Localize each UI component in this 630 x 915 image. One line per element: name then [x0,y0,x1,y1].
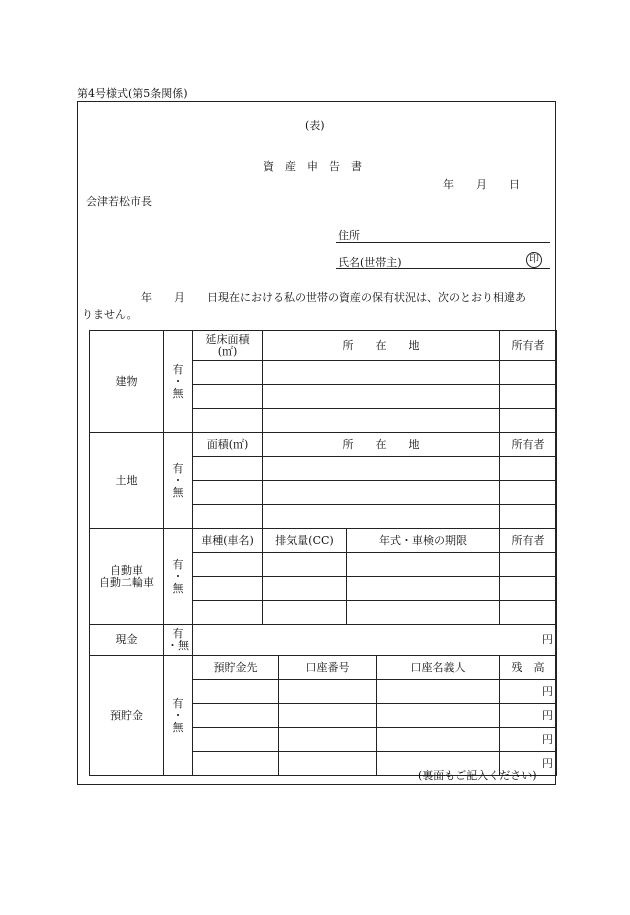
land-owner-cell[interactable] [500,457,557,481]
savings-col-bank: 預貯金先 [193,656,279,680]
form-number: 第4号様式(第5条関係) [77,87,188,100]
savings-bank-cell[interactable] [193,728,279,752]
document-title: 資 産 申 告 書 [263,160,362,173]
savings-presence[interactable]: 有 ・ 無 [164,656,193,776]
addressee: 会津若松市長 [86,195,152,208]
land-location-cell[interactable] [263,481,500,505]
address-underline [336,242,550,243]
vehicles-owner-cell[interactable] [500,601,557,625]
address-label: 住所 [338,229,360,242]
side-label: (表) [305,119,325,132]
buildings-label: 建物 [90,331,164,433]
land-location-cell[interactable] [263,457,500,481]
date-line: 年 月 日 [443,178,520,191]
savings-balance-cell[interactable]: 円 [500,752,557,776]
savings-holder-cell[interactable] [377,680,500,704]
savings-account-number-cell[interactable] [279,728,377,752]
vehicles-displacement-cell[interactable] [263,577,347,601]
savings-col-balance: 残 高 [500,656,557,680]
buildings-area-cell[interactable] [193,409,263,433]
yen-unit: 円 [542,633,553,646]
buildings-col-location: 所 在 地 [263,331,500,361]
land-label: 土地 [90,433,164,529]
buildings-area-cell[interactable] [193,361,263,385]
land-owner-cell[interactable] [500,481,557,505]
asset-table [89,330,557,776]
cash-label: 現金 [90,625,164,656]
buildings-location-cell[interactable] [263,409,500,433]
savings-balance-cell[interactable]: 円 [500,680,557,704]
vehicles-displacement-cell[interactable] [263,601,347,625]
cash-amount-cell[interactable] [193,625,557,656]
savings-bank-cell[interactable] [193,680,279,704]
table-row [90,529,557,553]
savings-label: 預貯金 [90,656,164,776]
vehicles-label: 自動車 自動二輪車 [90,529,164,625]
name-label: 氏名(世帯主) [338,256,402,269]
name-underline [336,268,550,269]
buildings-area-cell[interactable] [193,385,263,409]
buildings-col-owner: 所有者 [500,331,557,361]
vehicles-owner-cell[interactable] [500,553,557,577]
cash-presence[interactable]: 有 ・無 [164,625,193,656]
vehicles-presence[interactable]: 有 ・ 無 [164,529,193,625]
vehicles-col-type: 車種(車名) [193,529,263,553]
statement-text-cont: りません。 [82,308,138,321]
buildings-presence[interactable]: 有 ・ 無 [164,331,193,433]
buildings-owner-cell[interactable] [500,361,557,385]
buildings-owner-cell[interactable] [500,385,557,409]
vehicles-type-cell[interactable] [193,577,263,601]
land-area-cell[interactable] [193,505,263,529]
statement-text: 年 月 日現在における私の世帯の資産の保有状況は、次のとおり相違あ [141,291,526,304]
vehicles-displacement-cell[interactable] [263,553,347,577]
vehicles-col-inspection: 年式・車検の期限 [347,529,500,553]
vehicles-type-cell[interactable] [193,553,263,577]
savings-col-account-holder: 口座名義人 [377,656,500,680]
land-col-area: 面積(㎡) [193,433,263,457]
land-presence[interactable]: 有 ・ 無 [164,433,193,529]
land-area-cell[interactable] [193,481,263,505]
seal-mark: 印 [526,252,542,268]
vehicles-owner-cell[interactable] [500,577,557,601]
savings-col-account-number: 口座番号 [279,656,377,680]
buildings-location-cell[interactable] [263,361,500,385]
land-col-location: 所 在 地 [263,433,500,457]
land-area-cell[interactable] [193,457,263,481]
vehicles-type-cell[interactable] [193,601,263,625]
savings-account-number-cell[interactable] [279,680,377,704]
savings-bank-cell[interactable] [193,752,279,776]
vehicles-inspection-cell[interactable] [347,577,500,601]
savings-account-number-cell[interactable] [279,704,377,728]
buildings-location-cell[interactable] [263,385,500,409]
land-owner-cell[interactable] [500,505,557,529]
vehicles-inspection-cell[interactable] [347,553,500,577]
savings-balance-cell[interactable]: 円 [500,704,557,728]
savings-balance-cell[interactable]: 円 [500,728,557,752]
land-location-cell[interactable] [263,505,500,529]
vehicles-col-owner: 所有者 [500,529,557,553]
savings-holder-cell[interactable] [377,704,500,728]
savings-account-number-cell[interactable] [279,752,377,776]
land-col-owner: 所有者 [500,433,557,457]
table-row [90,656,557,680]
table-row [90,331,557,361]
table-row [90,433,557,457]
footer-note: (裏面もご記入ください) [418,769,537,782]
buildings-col-area: 延床面積 (㎡) [193,331,263,361]
savings-holder-cell[interactable] [377,728,500,752]
savings-bank-cell[interactable] [193,704,279,728]
vehicles-inspection-cell[interactable] [347,601,500,625]
table-row [90,625,557,656]
vehicles-col-displacement: 排気量(CC) [263,529,347,553]
buildings-owner-cell[interactable] [500,409,557,433]
